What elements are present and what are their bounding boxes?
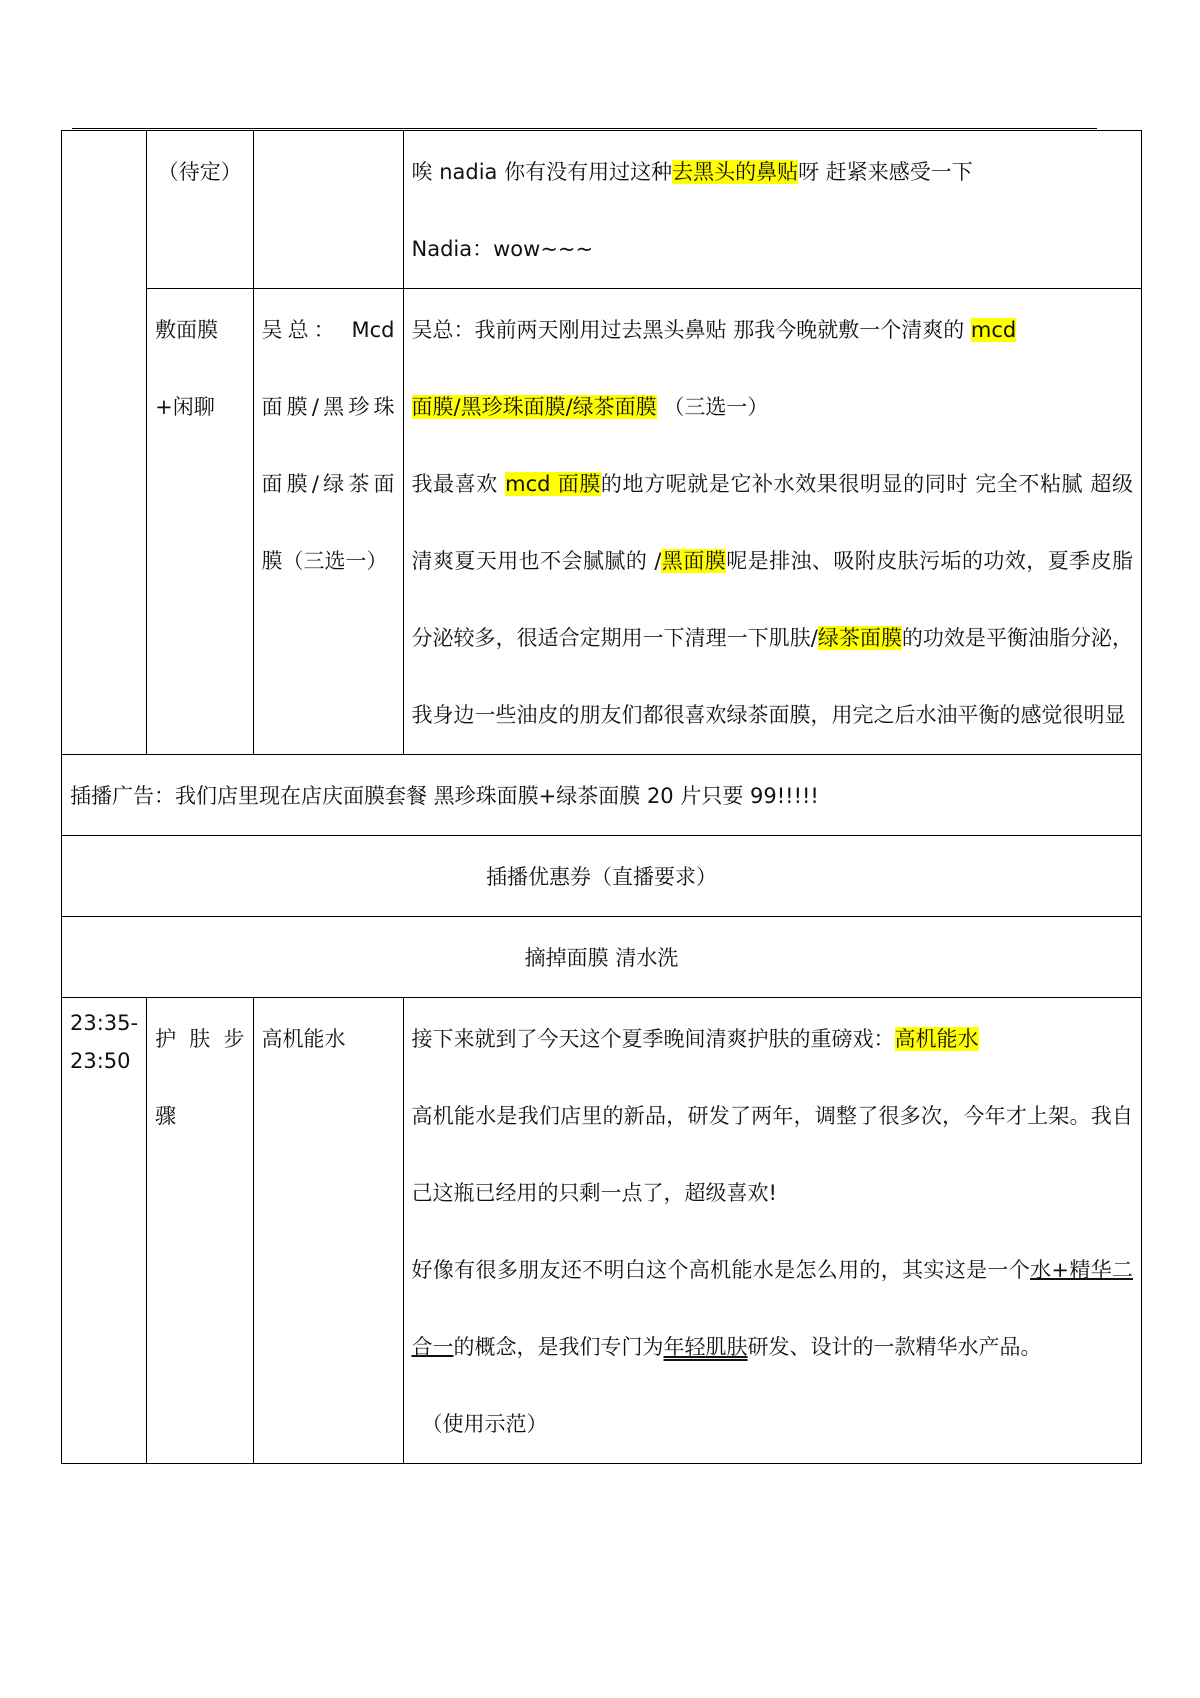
- highlight: 高机能水: [894, 1027, 979, 1051]
- text: 我最喜欢: [411, 472, 506, 496]
- text: 唉 nadia 你有没有用过这种: [411, 160, 673, 184]
- highlight: 面膜/黑珍珠面膜/绿茶面膜: [411, 395, 657, 419]
- text: 的功效是平衡油脂分泌，我身边一些油皮的朋友们都很喜欢绿茶面膜，用完之后水油平衡的感觉很明显: [411, 626, 1134, 727]
- product-cell: 高机能水: [253, 998, 403, 1464]
- product-cell: 吴总： Mcd面膜/黑珍珠面膜/绿茶面膜（三选一）: [253, 289, 403, 755]
- product-cell: [253, 131, 403, 289]
- table-row: [62, 836, 1142, 917]
- text: 吴总：我前两天刚用过去黑头鼻贴 那我今晚就敷一个清爽的: [411, 318, 971, 342]
- script-cell: [403, 998, 1141, 1464]
- highlight: 去黑头的鼻贴: [672, 160, 799, 184]
- script-line: Nadia：wow~~~: [411, 237, 594, 261]
- script-table: [61, 130, 1142, 1464]
- coupon-cell: 插播优惠券（直播要求）: [62, 836, 1142, 917]
- table-row: [62, 917, 1142, 998]
- script-line: 高机能水是我们店里的新品，研发了两年，调整了很多次，今年才上架。我自己这瓶已经用的只剩一点了，超级喜欢!: [411, 1104, 1133, 1205]
- segment-cell: 敷面膜+闲聊: [147, 289, 253, 755]
- highlight: 绿茶面膜: [817, 626, 902, 650]
- highlight: mcd: [970, 318, 1017, 342]
- table-row: [62, 998, 1142, 1464]
- text: 的概念，是我们专门为: [453, 1335, 664, 1359]
- text: （三选一）: [656, 395, 769, 419]
- script-line: [412, 134, 1133, 211]
- text: 研发、设计的一款精华水产品。: [747, 1335, 1042, 1359]
- script-cell: [403, 131, 1141, 289]
- text: 呀 赶紧来感受一下: [798, 160, 973, 184]
- highlight: mcd 面膜: [505, 472, 601, 496]
- script-line: （使用示范）: [421, 1412, 548, 1436]
- time-cell: [62, 131, 147, 755]
- table-row: [62, 289, 1142, 755]
- top-rule: [72, 128, 1097, 129]
- text: 接下来就到了今天这个夏季晚间清爽护肤的重磅戏：: [411, 1027, 895, 1051]
- text: 的地方呢就是它补水效果很明显的同时 完全不粘腻 超级清爽夏天用也不会腻腻的 /: [411, 472, 1133, 573]
- time-cell: 23:35-23:50: [62, 998, 147, 1464]
- segment-cell: （待定）: [147, 131, 253, 289]
- ad-cell: 插播广告：我们店里现在店庆面膜套餐 黑珍珠面膜+绿茶面膜 20 片只要 99!!!!!: [62, 755, 1142, 836]
- table-row: [62, 131, 1142, 289]
- segment-cell: 护 肤 步 骤: [147, 998, 253, 1464]
- script-cell: [403, 289, 1141, 755]
- remove-mask-cell: 摘掉面膜 清水洗: [62, 917, 1142, 998]
- underlined-text: 水+精华二合一: [411, 1258, 1133, 1359]
- text: 好像有很多朋友还不明白这个高机能水是怎么用的，其实这是一个: [411, 1258, 1031, 1282]
- highlight: 黑面膜: [661, 549, 727, 573]
- table-row: [62, 755, 1142, 836]
- double-underlined-text: 年轻肌肤: [663, 1335, 748, 1359]
- text: 呢是排浊、吸附皮肤污垢的功效，夏季皮脂分泌较多，很适合定期用一下清理一下肌肤/: [411, 549, 1134, 650]
